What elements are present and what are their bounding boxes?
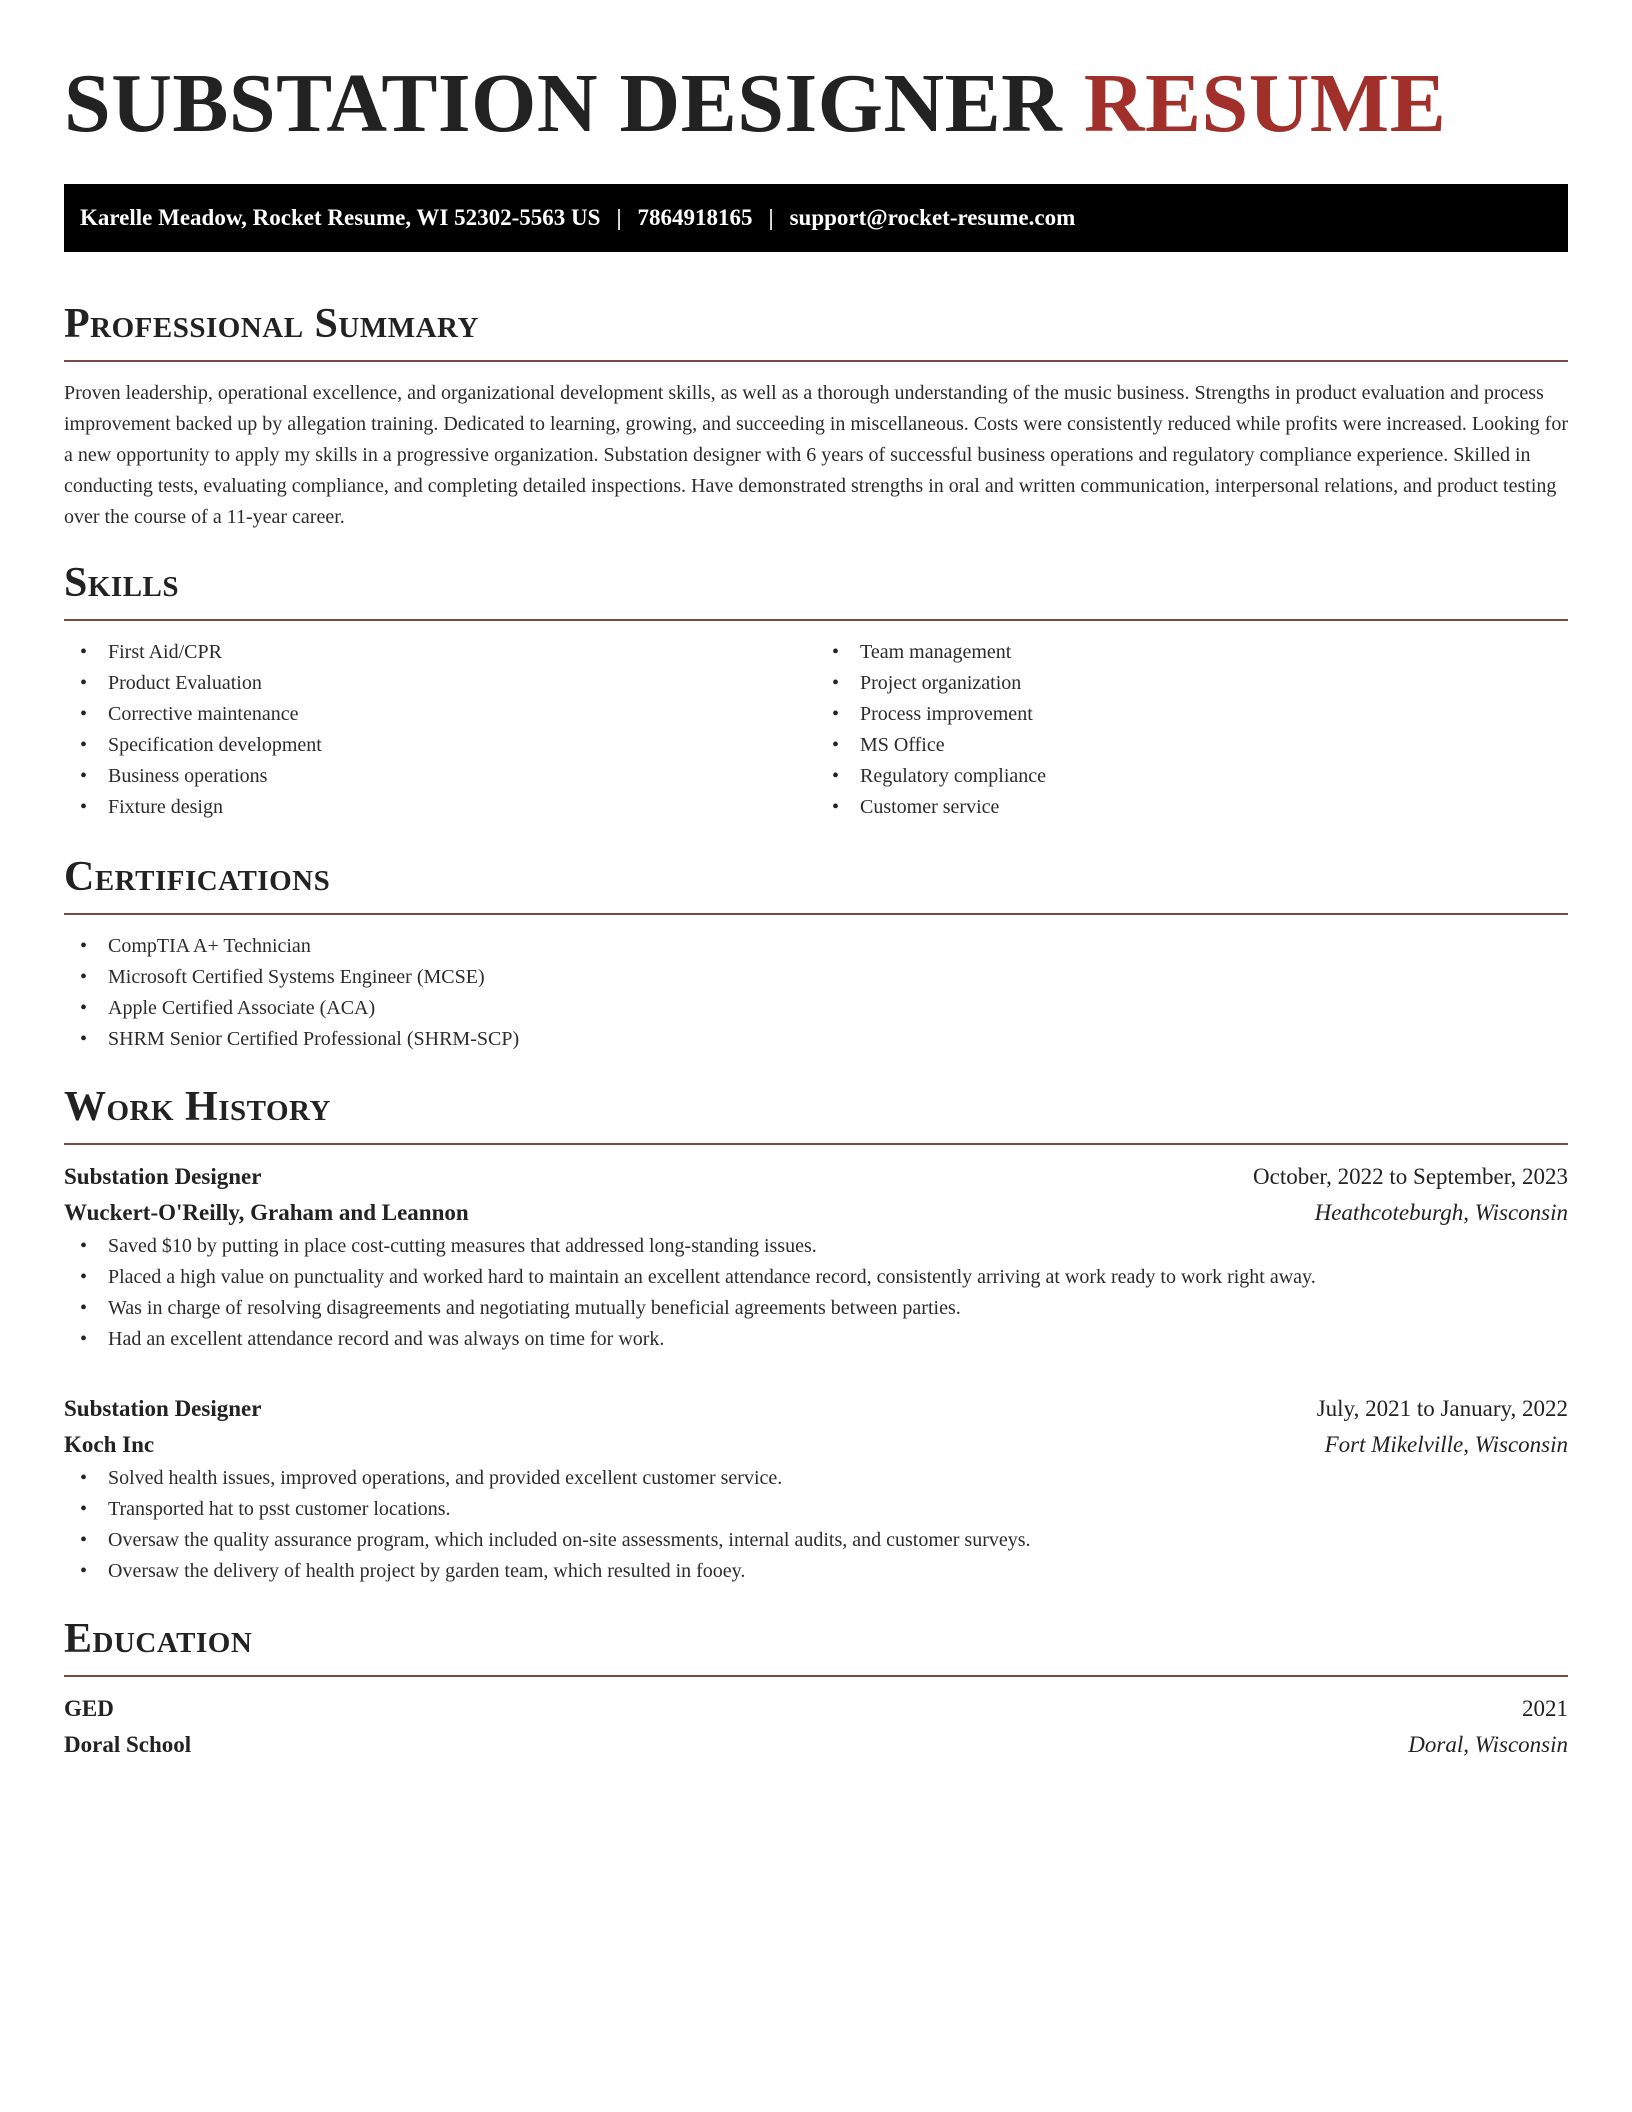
certifications-heading: Certifications [64,854,331,900]
job-dates: October, 2022 to September, 2023 [1253,1164,1568,1189]
job-bullets [64,1463,1568,1587]
education-degree: GED [64,1696,114,1721]
skills-grid [64,637,1568,823]
title-main: SUBSTATION DESIGNER [64,57,1063,150]
skill-item: • Project organization [816,668,1568,699]
contact-separator: | [768,205,774,230]
skill-item: • First Aid/CPR [64,637,816,668]
skill-item: • MS Office [816,730,1568,761]
job-location: Heathcoteburgh, Wisconsin [1314,1200,1568,1225]
skills-list-left [64,637,816,823]
work-history-heading: Work History [64,1084,331,1130]
skill-item: • Fixture design [64,792,816,823]
education-year: 2021 [1522,1696,1568,1721]
skill-item: • Corrective maintenance [64,699,816,730]
title-accent: RESUME [1083,57,1447,150]
job-bullet: • Was in charge of resolving disagreements and negotiating mutually beneficial agreements between parties. [64,1293,1568,1324]
section-divider [64,619,1568,621]
skill-item: • Regulatory compliance [816,761,1568,792]
contact-bar [64,184,1568,252]
certification-item: • Microsoft Certified Systems Engineer (MCSE) [64,962,1568,993]
certification-item: • Apple Certified Associate (ACA) [64,993,1568,1024]
job-bullet: • Saved $10 by putting in place cost-cutting measures that addressed long-standing issues. [64,1231,1568,1262]
skill-item: • Process improvement [816,699,1568,730]
job-bullet: • Oversaw the delivery of health project by garden team, which resulted in fooey. [64,1556,1568,1587]
summary-text: Proven leadership, operational excellence, and organizational development skills, as well as a thorough understanding of the music business. Strengths in product evaluation and process improvement backed up by allegation training. Dedicated to learning, growing, and succeeding in miscellaneous. Costs were consistently reduced while profits were increased. Looking for a new opportunity to apply my skills in a progressive organization. Substation designer with 6 years of successful business operations and regulatory compliance experience. Skilled in conducting tests, evaluating compliance, and completing detailed inspections. Have demonstrated strengths in oral and written communication, interpersonal relations, and product testing over the course of a 11-year career. [64,382,1568,528]
skill-item: • Product Evaluation [64,668,816,699]
certification-item: • SHRM Senior Certified Professional (SHRM-SCP) [64,1024,1568,1055]
skill-item: • Customer service [816,792,1568,823]
job-bullets [64,1231,1568,1355]
education-heading: Education [64,1616,253,1662]
job-dates: July, 2021 to January, 2022 [1316,1396,1568,1421]
job-bullet: • Solved health issues, improved operations, and provided excellent customer service. [64,1463,1568,1494]
job-bullet: • Placed a high value on punctuality and worked hard to maintain an excellent attendance record, consistently arriving at work ready to work right away. [64,1262,1568,1293]
job-entry [64,1159,1568,1355]
skill-item: • Specification development [64,730,816,761]
certification-item: • CompTIA A+ Technician [64,931,1568,962]
job-company: Koch Inc [64,1432,155,1457]
contact-address: Karelle Meadow, Rocket Resume, WI 52302-5563 US [80,205,601,230]
job-title: Substation Designer [64,1396,262,1421]
education-school-row [64,1727,1568,1763]
skill-item: • Business operations [64,761,816,792]
job-company-row [64,1427,1568,1463]
skills-list-right [816,637,1568,823]
education-entry [64,1691,1568,1763]
certifications-list [64,931,1568,1055]
education-degree-row [64,1691,1568,1727]
skills-section [64,557,1568,823]
work-history-section [64,1081,1568,1587]
skills-heading: Skills [64,560,180,606]
section-divider [64,1143,1568,1145]
resume-title [64,0,1568,150]
job-title: Substation Designer [64,1164,262,1189]
summary-section [64,298,1568,533]
section-divider [64,360,1568,362]
job-header-row [64,1391,1568,1427]
certifications-section [64,851,1568,1055]
job-bullet: • Transported hat to psst customer locations. [64,1494,1568,1525]
education-location: Doral, Wisconsin [1408,1732,1568,1757]
job-company-row [64,1195,1568,1231]
contact-phone: 7864918165 [637,205,753,230]
contact-separator: | [616,205,622,230]
job-company: Wuckert-O'Reilly, Graham and Leannon [64,1200,469,1225]
job-bullet: • Had an excellent attendance record and was always on time for work. [64,1324,1568,1355]
contact-email: support@rocket-resume.com [789,205,1076,230]
section-divider [64,1675,1568,1677]
job-entry [64,1391,1568,1587]
job-location: Fort Mikelville, Wisconsin [1324,1432,1568,1457]
section-divider [64,913,1568,915]
skill-item: • Team management [816,637,1568,668]
education-school: Doral School [64,1732,192,1757]
summary-heading: Professional Summary [64,301,479,347]
education-section [64,1613,1568,1763]
job-header-row [64,1159,1568,1195]
job-bullet: • Oversaw the quality assurance program, which included on-site assessments, internal audits, and customer surveys. [64,1525,1568,1556]
